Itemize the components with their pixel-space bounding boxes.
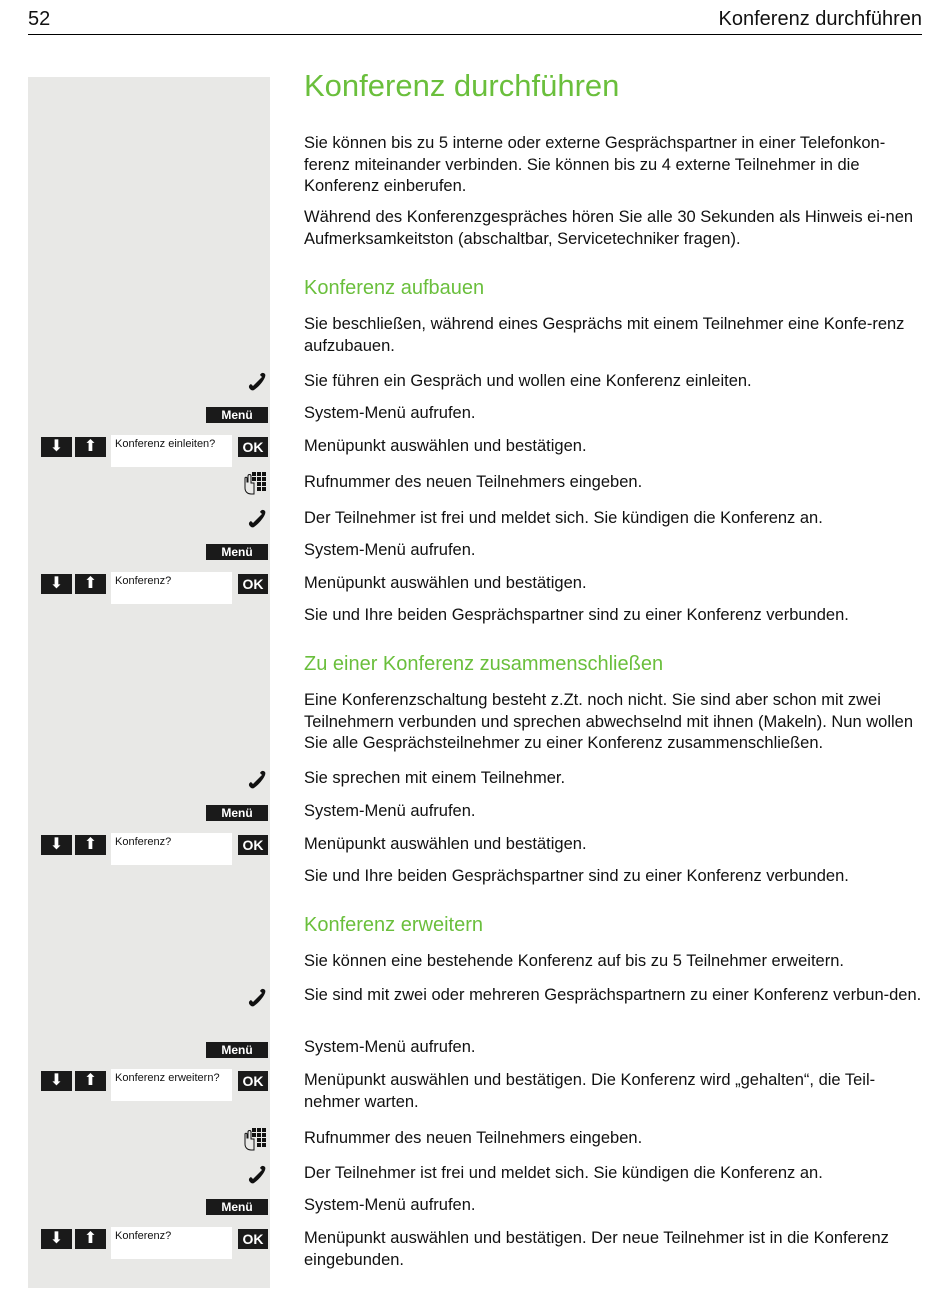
menu-key[interactable]: Menü (206, 544, 268, 560)
step-text: System-Menü aufrufen. (304, 404, 476, 422)
arrow-up-key[interactable]: ⬆ (75, 1229, 106, 1249)
ok-key[interactable]: OK (238, 835, 268, 855)
arrow-down-key[interactable]: ⬇ (41, 1071, 72, 1091)
header-rule (28, 34, 922, 35)
arrow-up-key[interactable]: ⬆ (75, 1071, 106, 1091)
menu-key[interactable]: Menü (206, 1042, 268, 1058)
step-text: Sie und Ihre beiden Gesprächspartner sind zu einer Konferenz verbunden. (304, 606, 849, 624)
arrow-down-key[interactable]: ⬇ (41, 1229, 72, 1249)
handset-icon (246, 507, 268, 529)
handset-icon (246, 768, 268, 790)
keypad-hand-icon (242, 1126, 268, 1152)
running-header-title: Konferenz durchführen (718, 8, 922, 30)
section-title-konferenz-aufbauen: Konferenz aufbauen (304, 277, 485, 299)
page-title: Konferenz durchführen (304, 68, 620, 103)
ok-key[interactable]: OK (238, 437, 268, 457)
phone-display: Konferenz erweitern? (111, 1069, 232, 1101)
ok-key[interactable]: OK (238, 1071, 268, 1091)
section-intro: Sie können eine bestehende Konferenz auf bis zu 5 Teilnehmer erweitern. (304, 952, 844, 970)
handset-icon (246, 370, 268, 392)
phone-display: Konferenz einleiten? (111, 435, 232, 467)
step-text: Sie sind mit zwei oder mehreren Gesprächspartnern zu einer Konferenz verbun-den. (304, 986, 922, 1004)
section-intro: Sie beschließen, während eines Gesprächs mit einem Teilnehmer eine Konfe-renz aufzubauen. (304, 315, 905, 355)
intro-paragraph-2: Während des Konferenzgespräches hören Sie alle 30 Sekunden als Hinweis ei-nen Aufmerksamkeitston (abschaltbar, Servicetechniker fragen). (304, 208, 914, 248)
arrow-up-key[interactable]: ⬆ (75, 574, 106, 594)
step-text: Rufnummer des neuen Teilnehmers eingeben. (304, 1129, 643, 1147)
menu-key[interactable]: Menü (206, 1199, 268, 1215)
step-text: System-Menü aufrufen. (304, 802, 476, 820)
phone-display: Konferenz? (111, 1227, 232, 1259)
step-text: System-Menü aufrufen. (304, 1038, 476, 1056)
phone-display: Konferenz? (111, 572, 232, 604)
step-text: Sie und Ihre beiden Gesprächspartner sind zu einer Konferenz verbunden. (304, 867, 849, 885)
ok-key[interactable]: OK (238, 1229, 268, 1249)
step-text: Rufnummer des neuen Teilnehmers eingeben. (304, 473, 643, 491)
step-text: Menüpunkt auswählen und bestätigen. (304, 437, 587, 455)
sidebar-column (28, 77, 270, 1288)
keypad-hand-icon (242, 470, 268, 496)
step-text: Der Teilnehmer ist frei und meldet sich. Sie kündigen die Konferenz an. (304, 1164, 823, 1182)
phone-display: Konferenz? (111, 833, 232, 865)
step-text: Menüpunkt auswählen und bestätigen. Der neue Teilnehmer ist in die Konferenz eingebunden. (304, 1229, 889, 1269)
arrow-up-key[interactable]: ⬆ (75, 835, 106, 855)
section-title-zusammenschliessen: Zu einer Konferenz zusammenschließen (304, 653, 664, 675)
intro-paragraph-1: Sie können bis zu 5 interne oder externe Gesprächspartner in einer Telefonkon-ferenz miteinander verbinden. Sie können bis zu 4 externe Teilnehmer in die Konferenz einberufen. (304, 134, 886, 195)
step-text: Menüpunkt auswählen und bestätigen. (304, 574, 587, 592)
step-text: Sie führen ein Gespräch und wollen eine Konferenz einleiten. (304, 372, 752, 390)
step-text: System-Menü aufrufen. (304, 1196, 476, 1214)
step-text: System-Menü aufrufen. (304, 541, 476, 559)
step-text: Der Teilnehmer ist frei und meldet sich. Sie kündigen die Konferenz an. (304, 509, 823, 527)
step-text: Sie sprechen mit einem Teilnehmer. (304, 769, 566, 787)
menu-key[interactable]: Menü (206, 805, 268, 821)
arrow-down-key[interactable]: ⬇ (41, 574, 72, 594)
step-text: Menüpunkt auswählen und bestätigen. Die Konferenz wird „gehalten“, die Teil-nehmer warten. (304, 1071, 876, 1111)
arrow-down-key[interactable]: ⬇ (41, 835, 72, 855)
ok-key[interactable]: OK (238, 574, 268, 594)
step-text: Menüpunkt auswählen und bestätigen. (304, 835, 587, 853)
menu-key[interactable]: Menü (206, 407, 268, 423)
handset-icon (246, 986, 268, 1008)
handset-icon (246, 1163, 268, 1185)
arrow-up-key[interactable]: ⬆ (75, 437, 106, 457)
arrow-down-key[interactable]: ⬇ (41, 437, 72, 457)
section-intro: Eine Konferenzschaltung besteht z.Zt. noch nicht. Sie sind aber schon mit zwei Teilnehmern verbunden und sprechen abwechselnd mit ihnen (Makeln). Nun wollen Sie alle Gesprächsteilnehmer zu einer Konferenz zusammenschließen. (304, 691, 914, 752)
page-number: 52 (28, 8, 51, 30)
section-title-konferenz-erweitern: Konferenz erweitern (304, 914, 483, 936)
